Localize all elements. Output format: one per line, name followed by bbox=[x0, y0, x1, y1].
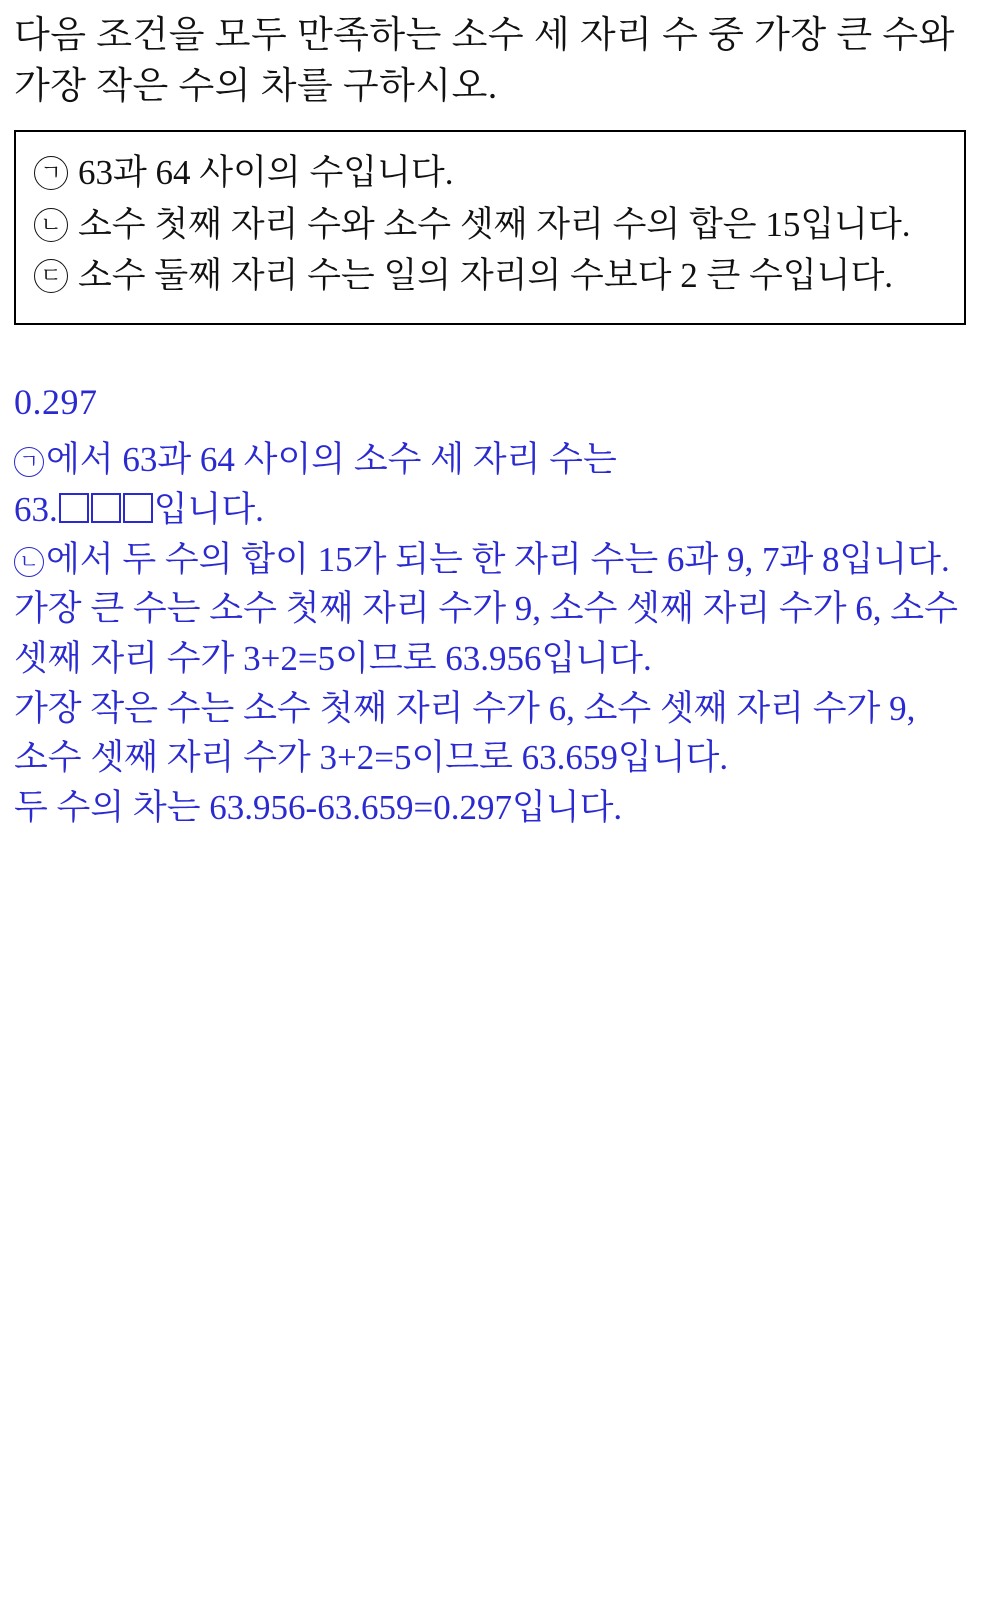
solution-line-3: 가장 큰 수는 소수 첫째 자리 수가 9, 소수 셋째 자리 수가 6, 소수 셋째 자리 수가 3+2=5이므로 63.956입니다. bbox=[14, 589, 958, 678]
solution-block bbox=[14, 435, 979, 833]
problem-statement: 다음 조건을 모두 만족하는 소수 세 자리 수 중 가장 큰 수와 가장 작은 수의 차를 구하시오. bbox=[14, 15, 955, 108]
conditions-box bbox=[14, 130, 966, 325]
blank-box-1 bbox=[59, 493, 89, 523]
condition-item bbox=[34, 251, 946, 301]
condition-item bbox=[34, 148, 946, 198]
solution-marker-1: ㄱ bbox=[14, 447, 44, 477]
condition-marker-2: ㄴ bbox=[34, 208, 68, 242]
condition-marker-1: ㄱ bbox=[34, 156, 68, 190]
condition-text-2: 소수 첫째 자리 수와 소수 셋째 자리 수의 합은 15입니다. bbox=[78, 204, 911, 244]
solution-prefix: 63. bbox=[14, 489, 58, 529]
answer-value: 0.297 bbox=[14, 382, 98, 423]
solution-marker-2: ㄴ bbox=[14, 547, 44, 577]
solution-suffix: 입니다. bbox=[153, 489, 264, 529]
blank-box-2 bbox=[91, 493, 121, 523]
condition-text-3: 소수 둘째 자리 수는 일의 자리의 수보다 2 큰 수입니다. bbox=[78, 256, 894, 296]
condition-item bbox=[34, 200, 946, 250]
condition-marker-3: ㄷ bbox=[34, 259, 68, 293]
solution-line-2 bbox=[14, 535, 979, 585]
worksheet-page bbox=[0, 4, 993, 1598]
solution-line-4: 가장 작은 수는 소수 첫째 자리 수가 6, 소수 셋째 자리 수가 9, 소수 셋째 자리 수가 3+2=5이므로 63.659입니다. bbox=[14, 688, 916, 778]
blank-box-3 bbox=[123, 493, 153, 523]
solution-line-2-text: 에서 두 수의 합이 15가 되는 한 자리 수는 6과 9, 7과 8입니다. bbox=[46, 539, 950, 579]
solution-line-1b bbox=[14, 485, 979, 535]
condition-text-1: 63과 64 사이의 수입니다. bbox=[78, 153, 454, 193]
solution-line-5: 두 수의 차는 63.956-63.659=0.297입니다. bbox=[14, 787, 623, 827]
solution-line-1 bbox=[14, 435, 979, 485]
solution-line-1-text: 에서 63과 64 사이의 소수 세 자리 수는 bbox=[46, 440, 617, 480]
